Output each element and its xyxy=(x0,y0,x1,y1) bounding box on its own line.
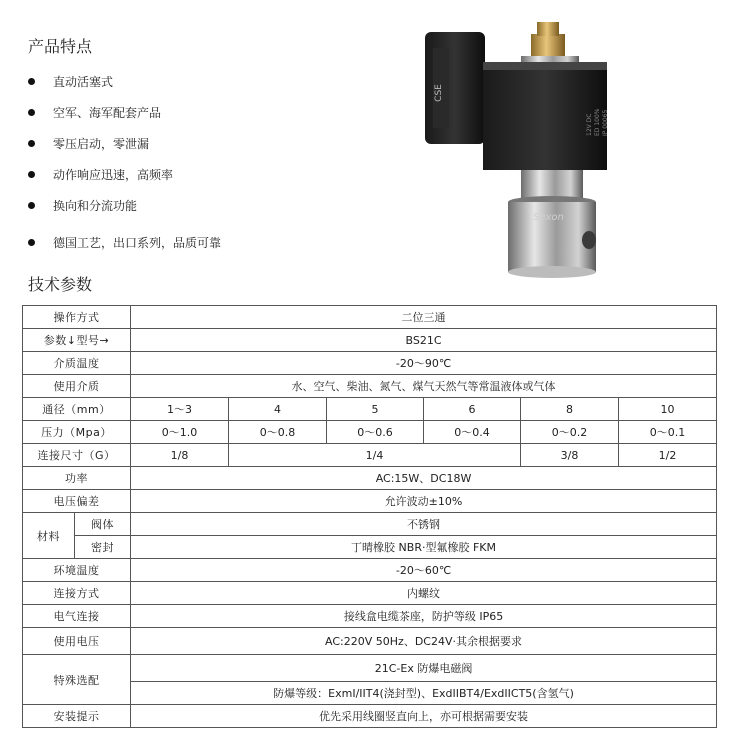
table-cell: 8 xyxy=(521,398,619,421)
spec-heading: 技术参数 xyxy=(28,275,93,294)
row-label: 使用介质 xyxy=(23,375,131,398)
table-row xyxy=(23,559,717,582)
features-heading: 产品特点 xyxy=(28,37,93,56)
bullet-icon xyxy=(28,171,35,178)
table-cell: 4 xyxy=(229,398,327,421)
table-cell: 0～0.2 xyxy=(521,421,619,444)
row-value: 不锈钢 xyxy=(131,513,717,536)
table-row xyxy=(23,444,717,467)
bullet-icon xyxy=(28,202,35,209)
table-cell: 5 xyxy=(327,398,424,421)
coil-text: IP 00065 xyxy=(602,109,609,136)
table-cell: 0～1.0 xyxy=(131,421,229,444)
row-label: 连接尺寸（G） xyxy=(23,444,131,467)
table-cell: 6 xyxy=(424,398,521,421)
row-label: 特殊选配 xyxy=(23,655,131,705)
solenoid-valve-image xyxy=(395,18,630,283)
row-value: -20～60℃ xyxy=(131,559,717,582)
table-row xyxy=(23,582,717,605)
feature-item: 零压启动，零泄漏 xyxy=(28,128,221,159)
row-value: 内螺纹 xyxy=(131,582,717,605)
table-cell: 0～0.8 xyxy=(229,421,327,444)
row-value: 优先采用线圈竖直向上，亦可根据需要安装 xyxy=(131,705,717,728)
connector-label: CSE xyxy=(434,84,444,102)
table-row xyxy=(23,375,717,398)
table-row xyxy=(23,490,717,513)
coil-text: 12V DC xyxy=(586,113,593,136)
features-list xyxy=(28,66,221,258)
table-row xyxy=(23,467,717,490)
table-cell: 0～0.4 xyxy=(424,421,521,444)
table-row xyxy=(23,536,717,559)
table-row xyxy=(23,705,717,728)
table-row xyxy=(23,421,717,444)
feature-item: 德国工艺，出口系列，品质可靠 xyxy=(28,227,221,258)
table-cell: 0～0.6 xyxy=(327,421,424,444)
row-label: 安装提示 xyxy=(23,705,131,728)
feature-item: 空军、海军配套产品 xyxy=(28,97,221,128)
sub-label: 阀体 xyxy=(75,513,131,536)
spec-table xyxy=(22,305,717,728)
table-row xyxy=(23,306,717,329)
coil-text: ED 100% xyxy=(594,108,601,136)
row-value: AC:220V 50Hz、DC24V·其余根据要求 xyxy=(131,628,717,655)
row-label: 介质温度 xyxy=(23,352,131,375)
row-value: 丁晴橡胶 NBR·型氟橡胶 FKM xyxy=(131,536,717,559)
row-value: 接线盒电缆茶座，防护等级 IP65 xyxy=(131,605,717,628)
bullet-icon xyxy=(28,140,35,147)
table-row xyxy=(23,513,717,536)
row-label: 电压偏差 xyxy=(23,490,131,513)
row-label: 通径（mm） xyxy=(23,398,131,421)
bullet-icon xyxy=(28,109,35,116)
bullet-icon xyxy=(28,239,35,246)
row-value: 二位三通 xyxy=(131,306,717,329)
row-value: AC:15W、DC18W xyxy=(131,467,717,490)
table-cell: 10 xyxy=(619,398,717,421)
row-label: 环境温度 xyxy=(23,559,131,582)
bullet-icon xyxy=(28,78,35,85)
row-label: 连接方式 xyxy=(23,582,131,605)
row-value: -20～90℃ xyxy=(131,352,717,375)
table-cell: 1/4 xyxy=(229,444,521,467)
row-value: 允许波动±10% xyxy=(131,490,717,513)
feature-item: 直动活塞式 xyxy=(28,66,221,97)
row-label: 压力（Mpa） xyxy=(23,421,131,444)
row-value: 21C-Ex 防爆电磁阀 xyxy=(131,655,717,682)
sub-label: 密封 xyxy=(75,536,131,559)
table-cell: 1～3 xyxy=(131,398,229,421)
table-cell: 1/2 xyxy=(619,444,717,467)
brand-watermark: Sexon xyxy=(533,212,564,223)
row-label: 电气连接 xyxy=(23,605,131,628)
table-row xyxy=(23,329,717,352)
feature-item: 动作响应迅速，高频率 xyxy=(28,159,221,190)
table-row xyxy=(23,655,717,682)
table-row xyxy=(23,628,717,655)
row-label: 功率 xyxy=(23,467,131,490)
brass-fitting xyxy=(531,34,565,56)
table-cell: 3/8 xyxy=(521,444,619,467)
row-label: 操作方式 xyxy=(23,306,131,329)
table-row xyxy=(23,398,717,421)
row-label: 使用电压 xyxy=(23,628,131,655)
row-value: 水、空气、柴油、氮气、煤气天然气等常温液体或气体 xyxy=(131,375,717,398)
table-cell: 1/8 xyxy=(131,444,229,467)
row-label: 材料 xyxy=(23,513,75,559)
table-row xyxy=(23,352,717,375)
row-value: BS21C xyxy=(131,329,717,352)
table-cell: 0～0.1 xyxy=(619,421,717,444)
row-value: 防爆等级：ExmI/IIT4(浇封型)、ExdIIBT4/ExdIICT5(含氢气) xyxy=(131,682,717,705)
row-label: 参数↓型号→ xyxy=(23,329,131,352)
table-row xyxy=(23,605,717,628)
feature-item: 换向和分流功能 xyxy=(28,190,221,221)
